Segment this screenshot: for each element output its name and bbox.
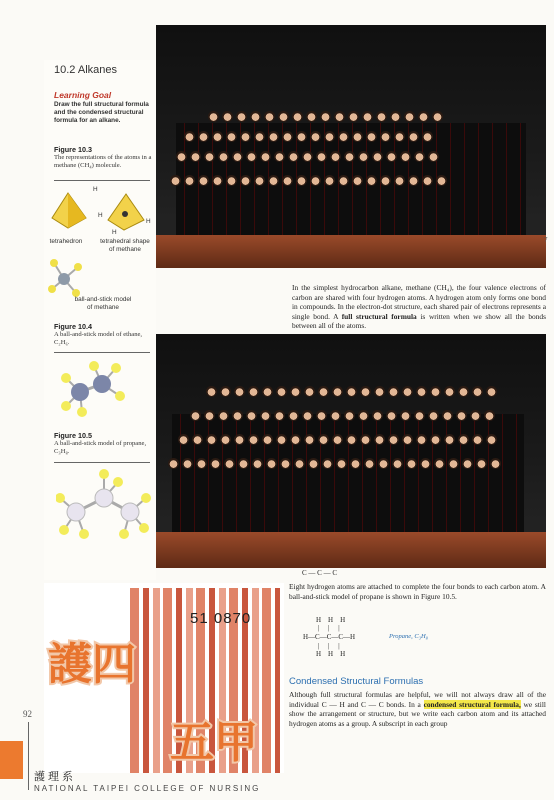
full-structural-formula-term: full structural formula (341, 311, 417, 321)
graduate-head (402, 434, 413, 445)
graduate-head (240, 131, 251, 142)
divider (54, 462, 150, 463)
graduate-head (276, 386, 287, 397)
graduate-head (254, 131, 265, 142)
graduate-head (262, 386, 273, 397)
graduate-head (310, 175, 321, 186)
figure-10-3-caption: The representations of the atoms in a methane (CH₄) molecule. (54, 154, 152, 169)
graduate-head (378, 458, 389, 469)
graduate-head (218, 151, 229, 162)
graduate-head (260, 151, 271, 162)
orange-corner-block (0, 741, 23, 779)
graduate-head (436, 175, 447, 186)
graduate-head (428, 410, 439, 421)
learning-goal-text: Draw the full structural formula and the condensed structural formula for an alkane. (54, 101, 149, 124)
graduate-head (240, 175, 251, 186)
propane-paragraph: Eight hydrogen atoms are attached to complete the four bonds to each carbon atom. A ball-and-stick model of propane is shown in Figure 10.5. (289, 582, 546, 601)
graduate-head (394, 175, 405, 186)
graduate-head (332, 434, 343, 445)
graduate-head (184, 175, 195, 186)
graduate-head (408, 175, 419, 186)
graduate-head (224, 458, 235, 469)
graduate-head (220, 386, 231, 397)
graduate-head (486, 386, 497, 397)
graduate-head (330, 410, 341, 421)
graduate-head (234, 434, 245, 445)
methane-paragraph (292, 283, 546, 331)
condensed-paragraph (289, 690, 546, 728)
propane-label: Propane, C₃H₈ (389, 633, 428, 640)
graduate-head (248, 434, 259, 445)
graduate-head (310, 131, 321, 142)
graduate-head (344, 410, 355, 421)
figure-10-5-label: Figure 10.5 (54, 431, 92, 440)
graduate-head (246, 151, 257, 162)
graduate-head (198, 131, 209, 142)
graduate-head (320, 111, 331, 122)
footer-divider (28, 722, 29, 790)
divider (54, 352, 150, 353)
graduate-head (212, 131, 223, 142)
graduate-head (304, 386, 315, 397)
graduate-head (334, 111, 345, 122)
graduate-head (348, 111, 359, 122)
graduate-head (234, 386, 245, 397)
graduate-head (352, 175, 363, 186)
graduate-head (486, 434, 497, 445)
graduate-head (294, 458, 305, 469)
graduate-head (274, 151, 285, 162)
graduate-head (190, 410, 201, 421)
graduate-head (226, 175, 237, 186)
graduate-head (346, 386, 357, 397)
graduate-head (490, 458, 501, 469)
graduate-head (282, 131, 293, 142)
learning-goal-heading: Learning Goal (54, 90, 112, 100)
graduate-head (420, 458, 431, 469)
photo-row (208, 111, 443, 122)
graduate-head (350, 458, 361, 469)
graduate-head (184, 131, 195, 142)
graduate-head (296, 175, 307, 186)
graduate-head (304, 434, 315, 445)
graduate-head (442, 410, 453, 421)
formula-bars: | | | (318, 642, 340, 650)
graduate-head (290, 434, 301, 445)
graduate-head (170, 175, 181, 186)
page-number: 92 (23, 709, 32, 719)
graduate-head (418, 111, 429, 122)
graduate-head (246, 410, 257, 421)
graduate-head (406, 458, 417, 469)
graduate-head (456, 410, 467, 421)
graduate-head (400, 151, 411, 162)
figure-10-3-label: Figure 10.3 (54, 145, 92, 154)
graduate-head (290, 386, 301, 397)
h-label: H (112, 229, 117, 236)
photo-row (206, 386, 497, 397)
graduate-head (374, 386, 385, 397)
condensed-text: Although full structural formulas are helpful, we will not always draw all of the individual C — H and C — C bonds. In a (289, 690, 546, 709)
formula-bars: | | | (318, 624, 340, 632)
page-edge-number: 7 (544, 236, 548, 244)
graduate-head (476, 458, 487, 469)
graduate-head (222, 111, 233, 122)
methane-text-end: is written when we show all the bonds between all of the atoms. (292, 311, 546, 331)
condensed-term-highlight: condensed structural formula, (423, 699, 521, 709)
photo-stage (156, 532, 546, 568)
graduate-head (226, 131, 237, 142)
figure-10-4-caption: A ball-and-stick model of ethane, C₂H₆. (54, 331, 143, 346)
graduate-head (266, 458, 277, 469)
graduate-head (308, 458, 319, 469)
propane-model-icon (56, 468, 152, 542)
ethane-model-icon (58, 360, 128, 420)
graduate-head (182, 458, 193, 469)
graduate-head (232, 410, 243, 421)
graduate-head (388, 434, 399, 445)
graduate-head (346, 434, 357, 445)
graduate-head (394, 131, 405, 142)
graduate-head (198, 175, 209, 186)
graduate-head (430, 434, 441, 445)
graduate-head (448, 458, 459, 469)
graduate-head (416, 434, 427, 445)
photo-row (168, 458, 501, 469)
graduate-head (470, 410, 481, 421)
graduate-head (260, 410, 271, 421)
photo-row (190, 410, 495, 421)
graduate-head (462, 458, 473, 469)
graduate-head (250, 111, 261, 122)
graduate-head (402, 386, 413, 397)
graduate-head (232, 151, 243, 162)
graduate-head (248, 386, 259, 397)
graduate-head (268, 175, 279, 186)
graduate-head (422, 175, 433, 186)
graduate-head (252, 458, 263, 469)
graduate-head (386, 410, 397, 421)
ball-stick-label: ball-and-stick model of methane (74, 296, 132, 311)
graduate-head (254, 175, 265, 186)
carbon-chain: C — C — C (302, 569, 338, 577)
graduate-head (358, 410, 369, 421)
graduate-head (302, 151, 313, 162)
graduate-head (168, 458, 179, 469)
tetrahedron-label: tetrahedron (49, 238, 83, 245)
condensed-text-end: we still show the arrangement or structure, but we write each carbon atom and its attached hydrogen atoms as a group. A subscript in each group (289, 699, 546, 728)
college-name: NATIONAL TAIPEI COLLEGE OF NURSING (34, 784, 261, 793)
graduate-head (338, 131, 349, 142)
graduate-head (206, 434, 217, 445)
graduate-head (322, 458, 333, 469)
figure-10-4-label: Figure 10.4 (54, 322, 92, 331)
graduate-head (472, 386, 483, 397)
graduate-head (288, 151, 299, 162)
formula-top: H H H (316, 616, 346, 624)
graduate-head (210, 458, 221, 469)
graduate-head (360, 434, 371, 445)
graduate-head (324, 131, 335, 142)
graduate-head (318, 386, 329, 397)
class-code: 51 0870 (190, 610, 252, 627)
graduate-head (362, 111, 373, 122)
graduate-head (208, 111, 219, 122)
graduate-head (288, 410, 299, 421)
tetrahedral-label: tetrahedral shape of methane (100, 238, 150, 253)
divider (54, 180, 150, 181)
graduate-head (358, 151, 369, 162)
graduate-head (292, 111, 303, 122)
graduate-head (364, 458, 375, 469)
graduate-head (178, 434, 189, 445)
graduate-head (306, 111, 317, 122)
graduate-head (276, 434, 287, 445)
graduate-head (352, 131, 363, 142)
graduate-head (376, 111, 387, 122)
h-label: H (146, 218, 151, 225)
photo-row (178, 434, 497, 445)
h-label: H (98, 212, 103, 219)
graduate-head (380, 175, 391, 186)
graduate-head (220, 434, 231, 445)
graduate-head (192, 434, 203, 445)
graduate-head (484, 410, 495, 421)
graduate-head (238, 458, 249, 469)
graduate-head (274, 410, 285, 421)
graduate-head (336, 458, 347, 469)
graduate-head (374, 434, 385, 445)
graduate-head (206, 386, 217, 397)
graduate-head (434, 458, 445, 469)
class-photo-bottom (156, 334, 546, 568)
formula-main: H—C—C—C—H (303, 633, 356, 641)
graduate-head (414, 151, 425, 162)
graduate-head (392, 458, 403, 469)
graduate-head (264, 111, 275, 122)
graduate-head (444, 386, 455, 397)
graduate-head (390, 111, 401, 122)
graduate-head (422, 131, 433, 142)
graduate-head (268, 131, 279, 142)
graduate-head (316, 151, 327, 162)
graduate-head (444, 434, 455, 445)
department-name: 護理系 (34, 770, 76, 783)
graduate-head (332, 386, 343, 397)
photo-row (170, 175, 447, 186)
graduate-head (414, 410, 425, 421)
photo-stage (156, 235, 546, 268)
methane-text: In the simplest hydrocarbon alkane, methane (CH₄), the four valence electrons of carbon are shared with four hydrogen atoms. A hydrogen atom only forms one bond in compounds. In the electron-dot structure, each shared pair of electrons represents a single bond. A (292, 283, 546, 321)
formula-bottom: H H H (316, 650, 346, 658)
graduate-head (236, 111, 247, 122)
graduate-head (282, 175, 293, 186)
graduate-head (428, 151, 439, 162)
graduate-head (330, 151, 341, 162)
graduate-head (416, 386, 427, 397)
graduate-head (366, 131, 377, 142)
graduate-head (338, 175, 349, 186)
graduate-head (218, 410, 229, 421)
photo-row (176, 151, 439, 162)
class-label-line1: 護四 (48, 639, 136, 690)
class-label-line2: 五甲 (170, 717, 258, 768)
graduate-head (432, 111, 443, 122)
graduate-head (296, 131, 307, 142)
graduate-head (408, 131, 419, 142)
condensed-formulas-heading: Condensed Structural Formulas (289, 676, 424, 687)
graduate-head (360, 386, 371, 397)
graduate-head (458, 434, 469, 445)
graduate-head (430, 386, 441, 397)
graduate-head (366, 175, 377, 186)
class-photo-top (156, 25, 546, 268)
graduate-head (196, 458, 207, 469)
graduate-head (400, 410, 411, 421)
graduate-head (380, 131, 391, 142)
graduate-head (372, 410, 383, 421)
graduate-head (316, 410, 327, 421)
section-title: 10.2 Alkanes (54, 64, 117, 76)
graduate-head (280, 458, 291, 469)
graduate-head (386, 151, 397, 162)
figure-10-5-caption: A ball-and-stick model of propane, C₃H₈. (54, 440, 147, 455)
graduate-head (302, 410, 313, 421)
graduate-head (472, 434, 483, 445)
graduate-head (212, 175, 223, 186)
methane-ball-stick-icon (46, 257, 86, 299)
graduate-head (204, 410, 215, 421)
graduate-head (318, 434, 329, 445)
graduate-head (388, 386, 399, 397)
h-label: H (93, 186, 98, 193)
graduate-head (404, 111, 415, 122)
graduate-head (324, 175, 335, 186)
graduate-head (458, 386, 469, 397)
graduate-head (204, 151, 215, 162)
photo-graduates (172, 414, 524, 534)
graduate-head (344, 151, 355, 162)
graduate-head (176, 151, 187, 162)
photo-row (184, 131, 433, 142)
graduate-head (278, 111, 289, 122)
graduate-head (372, 151, 383, 162)
graduate-head (262, 434, 273, 445)
graduate-head (190, 151, 201, 162)
